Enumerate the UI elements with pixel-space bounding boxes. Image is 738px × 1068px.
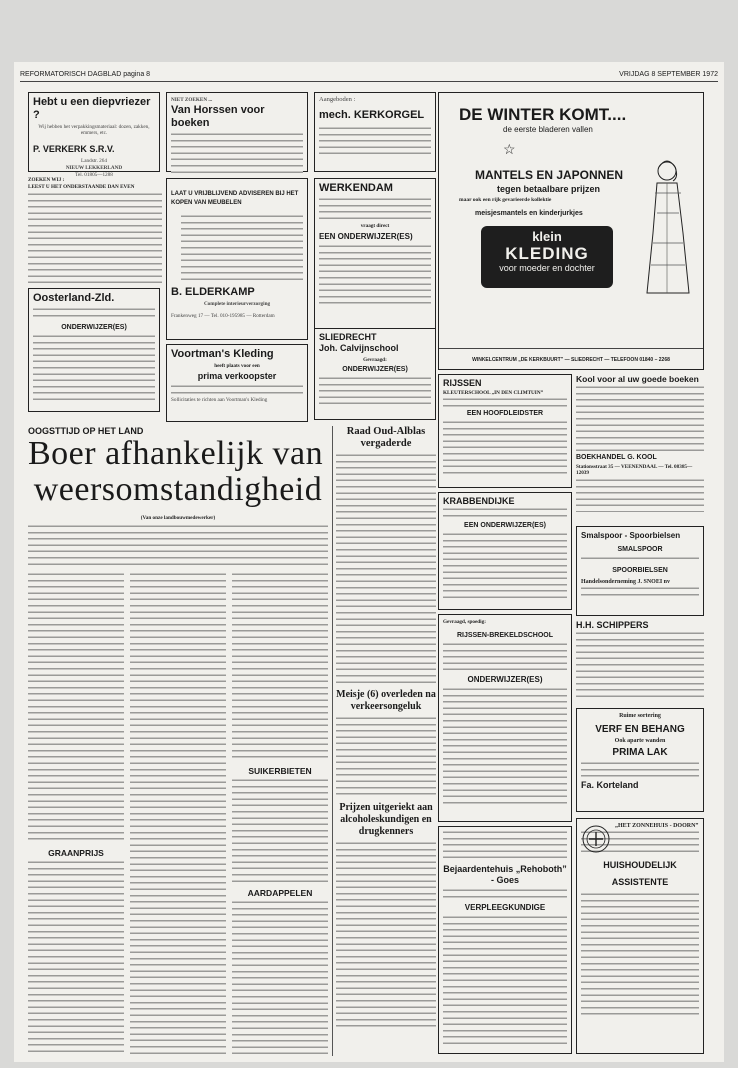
ad-title: DE WINTER KOMT.... <box>459 105 627 124</box>
article-headline-block <box>28 426 328 512</box>
ad-wanted: Gevraagd: <box>363 357 387 363</box>
ad-vanhorssen <box>166 92 308 172</box>
subhead-graanprijs: GRAANPRIJS <box>48 848 104 858</box>
subhead-suikerbieten: SUIKERBIETEN <box>248 766 312 776</box>
ad-phone: Tel. 01805—1288 <box>75 172 113 179</box>
raad-title: Raad Oud-Alblas vergaderde <box>346 426 426 449</box>
ad-role: EEN ONDERWIJZER(ES) <box>464 522 546 529</box>
ad-title: H.H. SCHIPPERS <box>576 620 649 630</box>
ad-contact: Sollicitaties te richten aan Voortman's Kleding <box>171 397 268 404</box>
ad-trader: Handelsonderneming J. SNOEI nv <box>581 579 671 585</box>
meisje-title: Meisje (6) overleden na verkeersongeluk <box>336 689 436 712</box>
newspaper-page <box>14 62 724 1062</box>
article-headline-1: Boer afhankelijk van <box>28 435 324 472</box>
ad-role: EEN HOOFDLEIDSTER <box>466 410 544 418</box>
ad-title: mech. KERKORGEL <box>319 109 425 122</box>
ad-smalspoor <box>576 526 704 616</box>
ad-bejaardentehuis <box>438 826 572 1054</box>
ad-title: RIJSSEN <box>443 378 482 388</box>
klein-kleding-logo <box>481 226 613 288</box>
page-date: VRIJDAG 8 SEPTEMBER 1972 <box>619 70 718 78</box>
ad-title: Voortman's Kleding <box>171 348 274 360</box>
ad-sliedrecht <box>314 328 436 420</box>
ad-company: P. VERKERK S.R.V. <box>33 143 115 154</box>
ad-school: Joh. Calvijnschool <box>319 343 399 353</box>
ad-heading: ZOEKEN WIJ : <box>28 177 65 183</box>
page-header <box>20 68 718 80</box>
article-col-3b <box>232 778 328 882</box>
ad-address: Frankenweg 17 — Tel. 010-195985 — Rotterdam <box>171 313 275 320</box>
ad-role: ONDERWIJZER(ES) <box>61 324 127 331</box>
ad-title: Hebt u een diepvriezer ? <box>33 96 151 121</box>
ad-line2: tegen betaalbare prijzen <box>497 184 601 194</box>
ad-role: ONDERWIJZER(ES) <box>467 675 543 685</box>
article-credit: (Van onze landbouwmedewerker) <box>140 515 216 521</box>
article-col-3c <box>232 900 328 1054</box>
ad-voortman <box>166 344 308 422</box>
ad-hschippers <box>576 620 704 704</box>
ad-rijssen-school <box>438 614 572 822</box>
ad-korteland <box>576 708 704 812</box>
ad-title: Van Horssen voor boeken <box>171 104 265 130</box>
ad-line: LEEST U HET ONDERSTAANDE DAN EVEN <box>28 184 135 191</box>
ad-school: KLEUTERSCHOOL „IN DEN CLIMTUIN” <box>443 390 544 396</box>
ad-title: Smalspoor - Spoorbielsen <box>581 531 681 540</box>
ad-line1: heeft plaats voor een <box>214 363 260 369</box>
ad-title: Oosterland-Zld. <box>33 292 115 304</box>
ad-oosterland <box>28 288 160 412</box>
subhead-aardappelen: AARDAPPELEN <box>247 888 313 898</box>
ad-lead: Gevraagd, spoedig: <box>443 619 486 625</box>
article-kicker: OOGSTTIJD OP HET LAND <box>28 426 144 436</box>
ad-rijssen-kleuterschool <box>438 374 572 488</box>
ad-line1: MANTELS EN JAPONNEN <box>475 168 624 182</box>
ad-title: WERKENDAM <box>319 182 393 194</box>
ad-title: KRABBENDIJKE <box>443 496 515 506</box>
ad-title: Bejaardentehuis „Rehoboth” - Goes <box>443 864 567 885</box>
ad-krabbendijke <box>438 492 572 610</box>
ad-footer: WINKELCENTRUM „DE KERKBUURT” — SLIEDRECHT — TELEFOON 01840 – 2268 <box>472 357 670 363</box>
ad-diepvriezer: Hebt u een diepvriezer ? Wij hebben het verpakkingsmateriaal: dozen, zakken, emmers, etc. P. VERKERK S.R.V. Landstr. 264 NIEUW LEKKERLAND Tel. 01805—1288 <box>28 92 160 172</box>
ad-item1: SMALSPOOR <box>617 546 663 553</box>
article-col-1a <box>28 572 124 842</box>
ad-kerkorgel <box>314 92 436 172</box>
ad-line3: meisjesmantels en kinderjurkjes <box>475 210 583 218</box>
ad-role: VERPLEEGKUNDIGE <box>464 903 546 912</box>
ad-boeken <box>576 374 704 522</box>
logo-word-1: klein <box>532 229 562 245</box>
ad-lead: Aangeboden : <box>319 96 356 103</box>
paper-name: REFORMATORISCH DAGBLAD pagina 8 <box>20 70 151 78</box>
ad-address: Stationsstraat 35 — VEENENDAAL — Tel. 08385—12039 <box>576 464 693 477</box>
ad-title: „HET ZONNEHUIS - DOORN” <box>615 823 699 829</box>
article-col-3a <box>232 572 328 760</box>
ad-line3: Ook aparte wanden <box>614 738 666 745</box>
ad-subtitle: de eerste bladeren vallen <box>503 125 593 134</box>
article-col-2 <box>130 572 226 1054</box>
ad-role2: ASSISTENTE <box>611 877 669 888</box>
ad-zoeken <box>28 176 162 284</box>
ad-elderkamp <box>166 178 308 340</box>
ad-city: NIEUW LEKKERLAND <box>65 164 123 171</box>
ad-school: RIJSSEN-BREKELDSCHOOL <box>456 632 554 640</box>
ad-role: prima verkoopster <box>197 371 277 382</box>
ad-request: vraagt direct <box>360 223 390 229</box>
article-lead <box>28 524 328 568</box>
ad-shop: BOEKHANDEL G. KOOL <box>576 454 657 461</box>
ad-line2: VERF EN BEHANG <box>595 724 685 736</box>
logo-tagline: voor moeder en dochter <box>499 263 595 274</box>
ad-line4: PRIMA LAK <box>612 746 668 758</box>
ad-role: ONDERWIJZER(ES) <box>342 366 408 374</box>
emblem-icon <box>581 824 611 854</box>
ad-zonnehuis <box>576 818 704 1054</box>
ad-title: SLIEDRECHT <box>319 332 377 342</box>
ad-line1: Ruime sortering <box>619 713 661 719</box>
ad-werkendam <box>314 178 436 340</box>
ad-top: NIET ZOEKEN ... <box>171 97 213 103</box>
ad-name: B. ELDERKAMP <box>171 286 255 298</box>
ad-title: Kool voor al uw goede boeken <box>576 374 699 384</box>
ad-sub: Complete interieurverzorging <box>203 301 271 307</box>
ad-address: Landstr. 264 <box>81 157 107 164</box>
star-icon: ☆ <box>503 143 516 158</box>
fashion-illustration <box>637 153 695 298</box>
news-column <box>336 426 436 1054</box>
ad-intro: LAAT U VRIJBLIJVEND ADVISEREN BIJ HET KOPEN VAN MEUBELEN <box>171 191 299 206</box>
article-headline-2: weersomstandigheid <box>33 471 323 508</box>
ad-item2: SPOORBIELSEN <box>612 567 668 574</box>
logo-word-2: KLEDING <box>505 244 589 264</box>
ad-name: Fa. Korteland <box>581 779 639 790</box>
ad-winter-komt: DE WINTER KOMT.... de eerste bladeren vallen ☆ MANTELS EN JAPONNEN tegen betaalbare prijzen maar ook een rijk gevarieerde kollektie meisjesmantels en kinderjurkjes klein KLEDING voor moeder en dochter WINKELCENTRUM „DE KERKBUURT” — SLIEDRECHT — TELEFOON 01840 – 2268 <box>438 92 704 370</box>
ad-role: EEN ONDERWIJZER(ES) <box>319 232 413 242</box>
ad-role1: HUISHOUDELIJK <box>603 860 677 871</box>
prijzen-title: Prijzen uitgeriekt aan alcoholeskundigen en drugkenners <box>339 802 433 837</box>
article-col-1b <box>28 860 124 1054</box>
